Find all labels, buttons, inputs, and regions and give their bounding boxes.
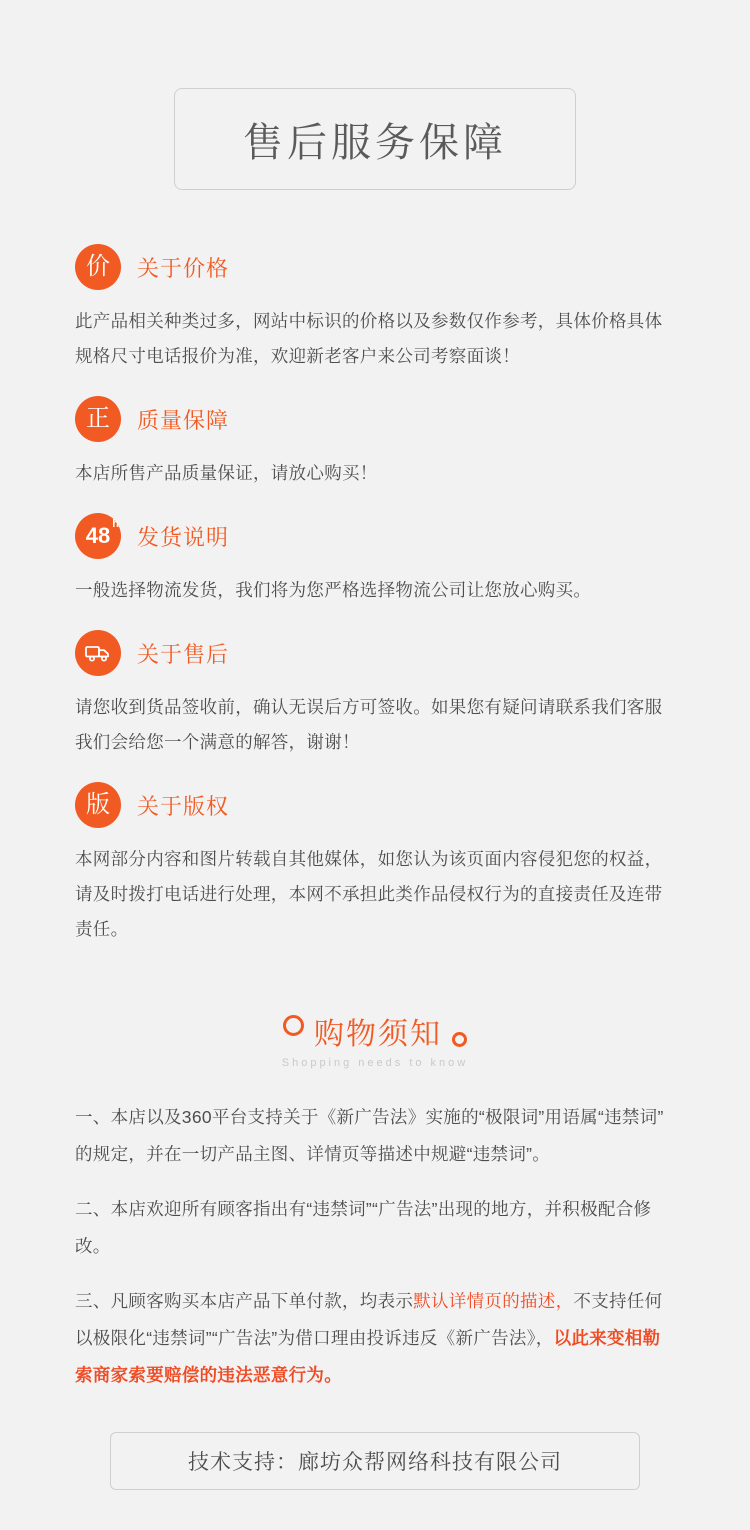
notice-heading: 购物须知 <box>314 1018 442 1051</box>
notice-item-2 <box>75 1191 675 1265</box>
tech-support-box <box>110 1432 640 1490</box>
notice-item-1 <box>75 1099 675 1173</box>
notice-item-3 <box>75 1283 675 1394</box>
service-title: 关于价格 <box>137 255 230 281</box>
service-title: 质量保障 <box>137 407 230 433</box>
badge-label: 价 <box>86 253 110 280</box>
service-body: 本网部分内容和图片转载自其他媒体，如您认为该页面内容侵犯您的权益，请及时拨打电话进行处理，本网不承担此类作品侵权行为的直接责任及连带责任。 <box>75 849 663 939</box>
service-header <box>75 782 675 828</box>
page-title: 售后服务保障 <box>243 120 507 165</box>
service-header <box>75 396 675 442</box>
list-item <box>75 396 675 491</box>
list-item <box>75 630 675 760</box>
quality-badge-icon <box>75 396 121 442</box>
circle-decoration-left-icon <box>283 1013 304 1049</box>
badge-label: 版 <box>86 791 110 818</box>
service-title: 发货说明 <box>137 524 230 550</box>
service-title: 关于版权 <box>137 793 230 819</box>
notice-text: 三、凡顾客购买本店产品下单付款，均表示 <box>75 1291 414 1311</box>
service-list <box>75 244 675 947</box>
service-header <box>75 244 675 290</box>
notice-text: 一、本店以及360平台支持关于《新广告法》实施的“极限词”用语属“违禁词”的规定，并在一切产品主图、详情页等描述中规避“违禁词”。 <box>75 1107 664 1164</box>
page-title-box <box>174 88 576 190</box>
list-item <box>75 244 675 374</box>
badge-label: 正 <box>86 405 110 432</box>
notice-text-highlight-bold: 以此来变相勒索商家索要赔偿的违法恶意行为。 <box>75 1328 661 1385</box>
copyright-badge-icon <box>75 782 121 828</box>
notice-text: 不支持任何以极限化“违禁词”“广告法”为借口理由投诉违反《新广告法》， <box>75 1291 663 1348</box>
service-body: 本店所售产品质量保证，请放心购买！ <box>75 463 378 483</box>
service-body: 请您收到货品签收前，确认无误后方可签收。如果您有疑问请联系我们客服我们会给您一个满意的解答，谢谢！ <box>75 697 663 752</box>
service-body: 一般选择物流发货，我们将为您严格选择物流公司让您放心购买。 <box>75 580 592 600</box>
service-body: 此产品相关种类过多，网站中标识的价格以及参数仅作参考，具体价格具体规格尺寸电话报价为准，欢迎新老客户来公司考察面谈！ <box>75 311 663 366</box>
service-title: 关于售后 <box>137 641 230 667</box>
service-header <box>75 513 675 559</box>
notice-list <box>75 1099 675 1394</box>
badge-superscript: h <box>112 518 119 530</box>
list-item <box>75 513 675 608</box>
tech-support-text: 技术支持：廊坊众帮网络科技有限公司 <box>188 1451 562 1474</box>
circle-decoration-right-icon <box>452 1013 467 1049</box>
badge-label: 48 <box>85 523 111 548</box>
list-item <box>75 782 675 947</box>
notice-heading-row <box>75 1009 675 1053</box>
48hour-badge-icon <box>75 513 121 559</box>
truck-icon <box>75 630 121 676</box>
notice-text: 二、本店欢迎所有顾客指出有“违禁词”“广告法”出现的地方，并积极配合修改。 <box>75 1199 652 1256</box>
notice-subheading: Shopping needs to know <box>281 1057 469 1069</box>
service-header <box>75 630 675 676</box>
notice-heading-block <box>75 1009 675 1069</box>
price-badge-icon <box>75 244 121 290</box>
bottom-spacer <box>0 1490 750 1530</box>
notice-text-highlight: 默认详情页的描述， <box>413 1291 574 1311</box>
